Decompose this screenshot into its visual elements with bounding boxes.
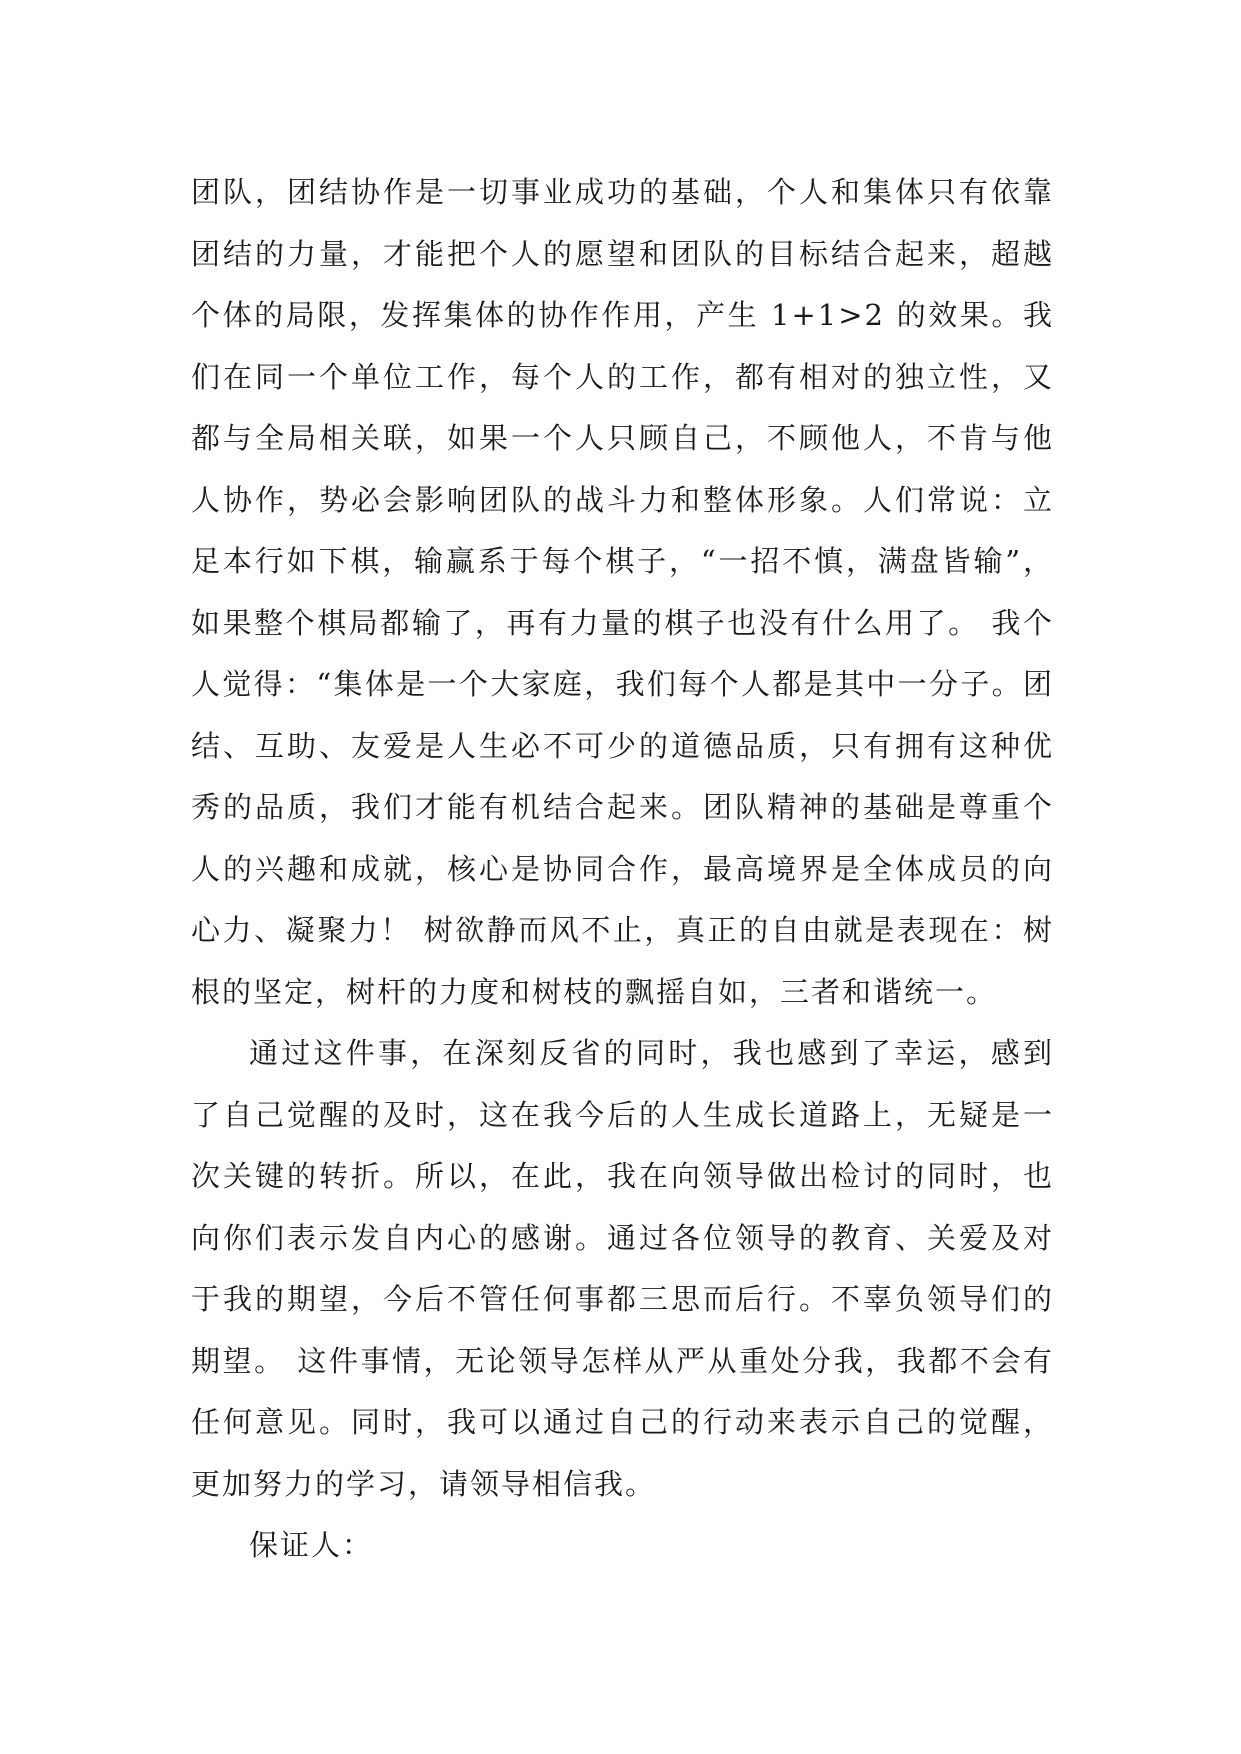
paragraph-teamwork: 团队，团结协作是一切事业成功的基础，个人和集体只有依靠团结的力量，才能把个人的愿望和团队的目标结合起来，超越个体的局限，发挥集体的协作作用，产生 1+1>2 的效果。我们在同一个单位工作，每个人的工作，都有相对的独立性，又都与全局相关联，如果一个人只顾自己，不顾他人，不肯与他人协作，势必会影响团队的战斗力和整体形象。人们常说：立足本行如下棋，输赢系于每个棋子，“一招不慎，满盘皆输”，如果整个棋局都输了，再有力量的棋子也没有什么用了。 我个人觉得：“集体是一个大家庭，我们每个人都是其中一分子。团结、互助、友爱是人生必不可少的道德品质，只有拥有这种优秀的品质，我们才能有机结合起来。团队精神的基础是尊重个人的兴趣和成就，核心是协同合作，最高境界是全体成员的向心力、凝聚力！ 树欲静而风不止，真正的自由就是表现在：树根的坚定，树杆的力度和树枝的飘摇自如，三者和谐统一。 — [191, 175, 1054, 1009]
paragraph-reflection: 通过这件事，在深刻反省的同时，我也感到了幸运，感到了自己觉醒的及时，这在我今后的人生成长道路上，无疑是一次关键的转折。所以，在此，我在向领导做出检讨的同时，也向你们表示发自内心的感谢。通过各位领导的教育、关爱及对于我的期望，今后不管任何事都三思而后行。不辜负领导们的期望。 这件事情，无论领导怎样从严从重处分我，我都不会有任何意见。同时，我可以通过自己的行动来表示自己的觉醒，更加努力的学习，请领导相信我。 — [191, 1036, 1054, 1501]
document-body — [191, 162, 1054, 1577]
signature-label: 保证人： — [249, 1528, 374, 1562]
